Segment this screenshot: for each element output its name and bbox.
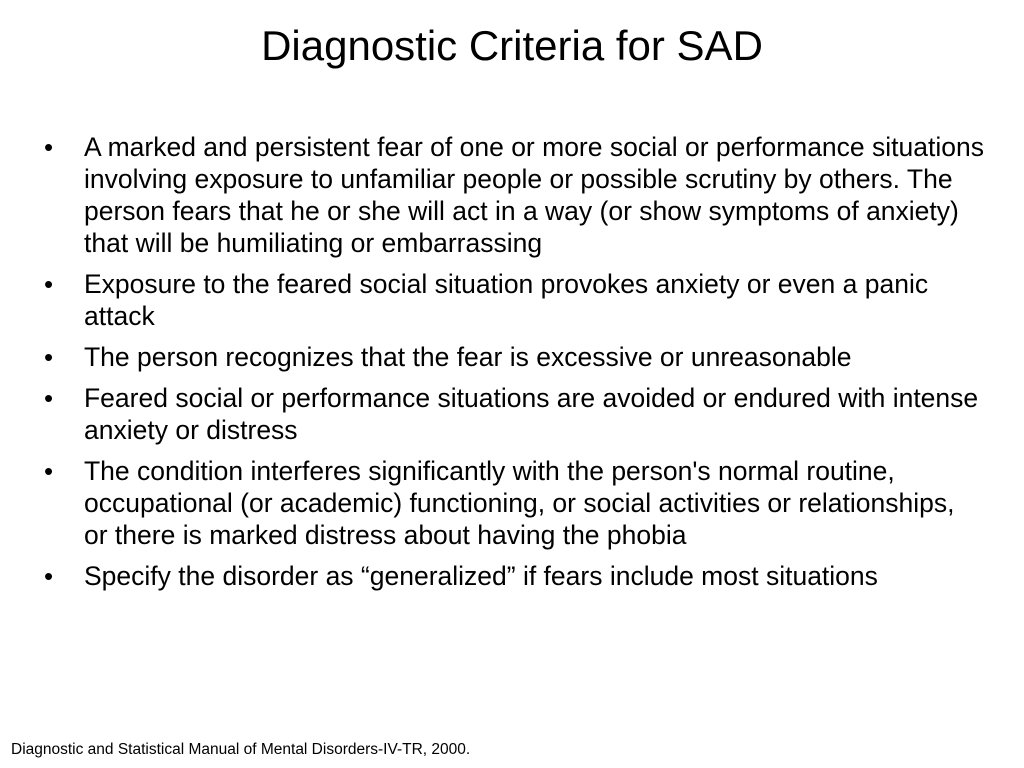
bullet-list bbox=[44, 131, 984, 601]
bullet-text: The person recognizes that the fear is excessive or unreasonable bbox=[84, 342, 852, 372]
bullet-icon: • bbox=[44, 456, 54, 486]
source-footnote: Diagnostic and Statistical Manual of Mental Disorders-IV-TR, 2000. bbox=[11, 741, 471, 758]
bullet-item bbox=[44, 131, 984, 259]
bullet-text: Feared social or performance situations are avoided or endured with intense anxiety or distress bbox=[84, 383, 979, 445]
bullet-item bbox=[44, 560, 984, 592]
bullet-text: A marked and persistent fear of one or more social or performance situations involving exposure to unfamiliar people or possible scrutiny by others. The person fears that he or she will act in a way (or show symptoms of anxiety) that will be humiliating or embarrassing bbox=[84, 132, 984, 258]
slide-title: Diagnostic Criteria for SAD bbox=[261, 22, 763, 69]
bullet-icon: • bbox=[44, 342, 54, 372]
bullet-icon: • bbox=[44, 132, 54, 162]
bullet-item bbox=[44, 341, 984, 373]
bullet-item bbox=[44, 382, 984, 446]
bullet-item bbox=[44, 268, 984, 332]
bullet-text: Specify the disorder as “generalized” if fears include most situations bbox=[84, 561, 878, 591]
bullet-item bbox=[44, 455, 984, 551]
bullet-icon: • bbox=[44, 561, 54, 591]
bullet-icon: • bbox=[44, 383, 54, 413]
bullet-text: Exposure to the feared social situation provokes anxiety or even a panic attack bbox=[84, 269, 929, 331]
bullet-text: The condition interferes significantly with the person's normal routine, occupational (or academic) functioning, or social activities or relationships, or there is marked distress about having the phobia bbox=[84, 456, 955, 550]
bullet-icon: • bbox=[44, 269, 54, 299]
